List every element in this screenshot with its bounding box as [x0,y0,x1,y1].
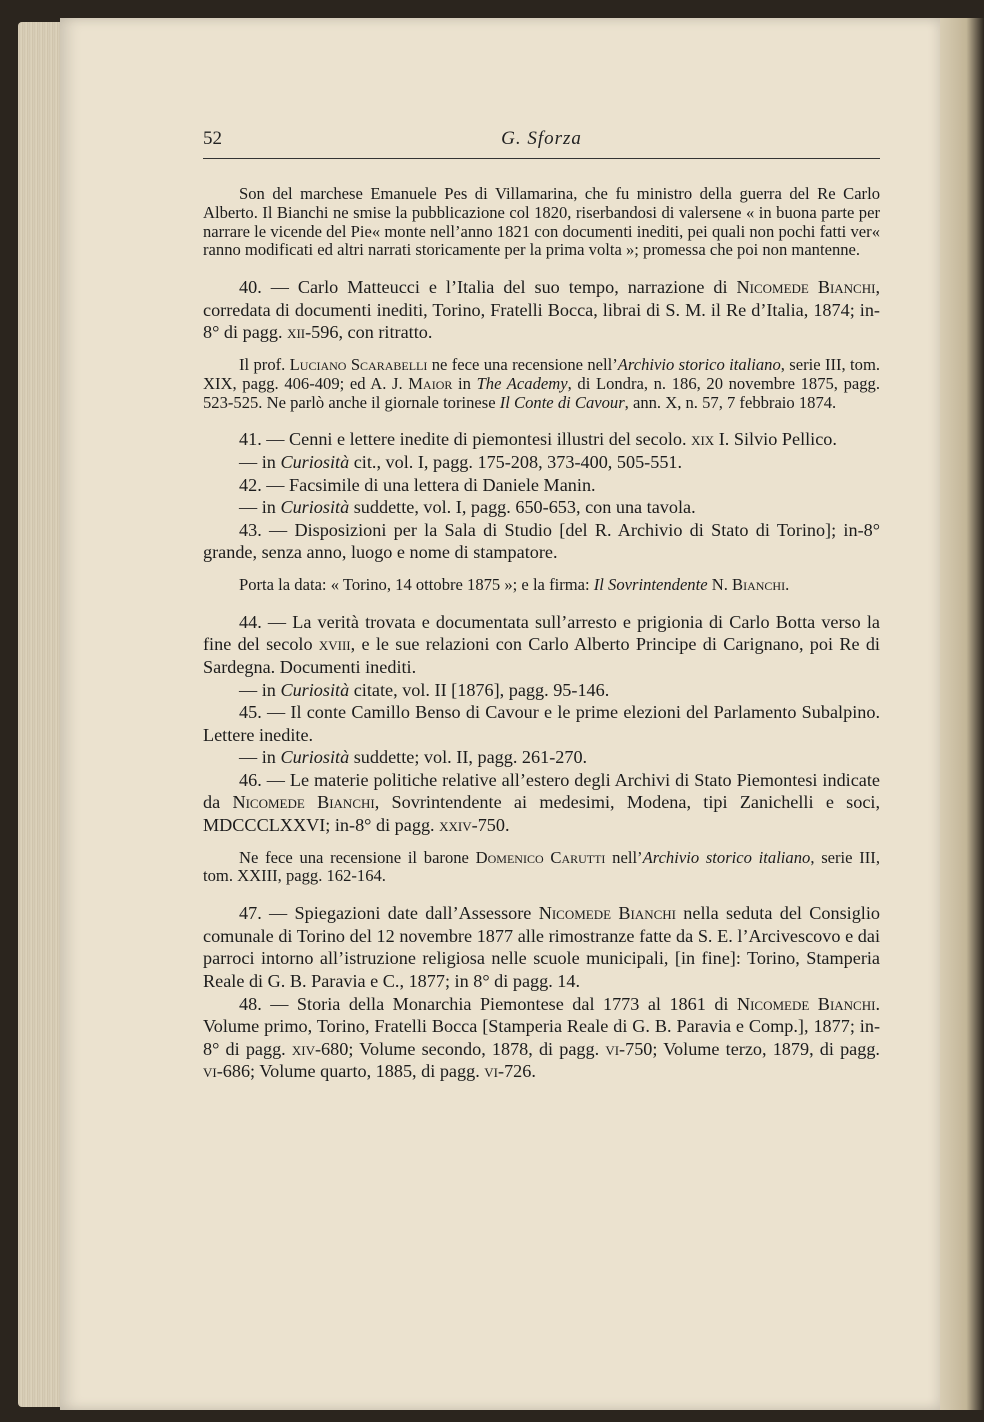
entry-42: 42. — Facsimile di una lettera di Daniele Manin. [239,474,596,495]
journal-title: Curiosità [280,497,350,518]
roman-numeral: xxiv [439,815,472,836]
entry-47 [203,902,880,992]
journal-title: Archivio storico italiano [617,354,781,374]
entry-text: suddette, vol. I, pagg. 650-653, con una tavola. [349,497,696,518]
note-text: , serie III, tom. XIX, pagg. 406-409; ed A. J. [203,354,881,393]
entry-text: citate, vol. II [1876], pagg. 95-146. [349,679,610,700]
author-name: Nicomede Bianchi [736,277,876,298]
entry-45: 45. — Il conte Camillo Benso di Cavour e le prime elezioni del Parlamento Subalpino. Lettere inedite. [203,702,880,745]
entry-text: , e le sue relazioni con Carlo Alberto Principe di Carignano, poi Re di Sardegna. Documenti inediti. [203,634,880,677]
entry-text: — in [239,747,281,768]
entry-text: — in [239,451,281,472]
note-text: N. [707,574,733,594]
running-head: G. Sforza [501,128,582,149]
entry-text: -726. [498,1061,536,1082]
page-header [203,128,880,159]
entry-44 [203,611,880,679]
note-text: Ne fece una recensione il barone [239,847,476,867]
entry-41-source [203,451,880,474]
entry-42-source [203,496,880,519]
note-43 [203,576,880,595]
note-text: Il prof. [239,354,290,374]
note-text: Porta la data: « Torino, 14 ottobre 1875 »; e la firma: [239,574,594,594]
note-46 [203,849,880,887]
entry-48 [203,993,880,1083]
entry-40 [203,276,880,344]
note-text: in [452,373,477,393]
entry-text: , Sovrintendente ai medesimi, Modena, tipi Zanichelli e soci, MDCCCLXXVI; in-8° di pagg. [203,792,881,836]
page-text [203,185,880,1083]
author-name: Nicomede Bianchi [538,903,676,924]
entry-text: — in [239,679,281,700]
roman-numeral: vi [203,1061,217,1082]
roman-numeral: vi [605,1038,620,1059]
journal-title: Curiosità [280,679,350,700]
author-name: Domenico Carutti [475,847,606,867]
entry-43: 43. — Disposizioni per la Sala di Studio [del R. Archivio di Stato di Torino]; in-8° grande, senza anno, luogo e nome di stampatore. [203,519,880,563]
note-text: nell’ [605,847,643,867]
roman-numeral: xviii [318,634,351,655]
entry-44-source [203,679,880,702]
entry-text: 46. — Le materie politiche relative all’estero degli Archivi di Stato Piemontesi indicate da [203,769,880,813]
roman-numeral: vi [484,1061,499,1082]
journal-title: Curiosità [280,451,350,472]
note-40 [203,356,880,412]
entry-text: 40. — Carlo Matteucci e l’Italia del suo tempo, narrazione di [239,277,737,298]
roman-numeral: xii [287,322,306,343]
author-name: Maior [408,373,453,393]
note-text: ne fece una recensione nell’ [427,354,618,374]
page-number: 52 [203,128,222,149]
author-name: Luciano Scarabelli [289,354,428,374]
footnote-paragraph: Son del marchese Emanuele Pes di Villamarina, che fu ministro della guerra del Re Carlo Alberto. Il Bianchi ne smise la pubblicazione col 1820, riserbandosi di valersene « in buona parte per narrare le vicende del Pie« monte nell’anno 1821 con documenti inediti, pei quali non pochi fatti ver« ranno modificati ed altri narrati storicamente per la prima volta »; promessa che poi non mantenne. [203,184,880,260]
entry-text: I. Silvio Pellico. [714,429,837,450]
entry-text: 47. — Spiegazioni date dall’Assessore [239,903,539,924]
entry-text: — in [239,497,281,518]
page-edges [18,22,66,1407]
entry-41 [203,428,880,451]
entry-46 [203,769,880,837]
entry-text: 48. — Storia della Monarchia Piemontese dal 1773 al 1861 di [239,993,737,1014]
note-text: , ann. X, n. 57, 7 febbraio 1874. [624,392,837,412]
journal-title: The Academy [476,373,568,393]
note-text: . [785,574,790,594]
entry-text: -750. [471,815,510,836]
entry-text: -686; Volume quarto, 1885, di pagg. [216,1061,485,1082]
journal-title: Archivio storico italiano [642,847,811,867]
entry-text: -596, con ritratto. [305,322,433,343]
entry-text: -680; Volume secondo, 1878, di pagg. [314,1038,606,1059]
entry-text: cit., vol. I, pagg. 175-208, 373-400, 505-551. [349,451,683,472]
author-name: Nicomede Bianchi [232,792,375,813]
note-text: , serie III, tom. XXIII, pagg. 162-164. [203,847,880,886]
note-text: , di Londra, n. 186, 20 novembre 1875, pagg. 523-525. Ne parlò anche il giornale torinese [203,373,880,412]
signature-title: Il Sovrintendente [593,574,708,594]
entry-45-source [203,746,880,769]
journal-title: Il Conte di Cavour [499,392,625,412]
entry-text: 41. — Cenni e lettere inedite di piemontesi illustri del secolo. [239,429,692,450]
author-name: Bianchi [732,574,786,594]
binding-shadow [940,18,984,1410]
entry-text: -750; Volume terzo, 1879, di pagg. [619,1038,880,1059]
roman-numeral: xix [691,429,715,450]
entry-text: , corredata di documenti inediti, Torino, Fratelli Bocca, librai di S. M. il Re d’Italia, 1874; in-8° di pagg. [203,277,880,343]
entry-text: 44. — La verità trovata e documentata sull’arresto e prigionia di Carlo Botta verso la fine del secolo [203,611,880,655]
entry-text: nella seduta del Consiglio comunale di Torino del 12 novembre 1877 alle rimostranze fatte da S. E. l’Arcivescovo e dai parroci intorno all’istruzione religiosa nelle scuole municipali, [in fine]: Torino, Stamperia Reale di G. B. Paravia e C., 1877; in 8° di pagg. 14. [203,903,881,992]
journal-title: Curiosità [280,747,350,768]
entry-text: suddette; vol. II, pagg. 261-270. [349,747,588,768]
author-name: Nicomede Bianchi [736,993,876,1014]
entry-text: . Volume primo, Torino, Fratelli Bocca [Stamperia Reale di G. B. Paravia e Comp.], 1877; in-8° di pagg. [203,993,880,1059]
roman-numeral: xiv [291,1038,315,1059]
